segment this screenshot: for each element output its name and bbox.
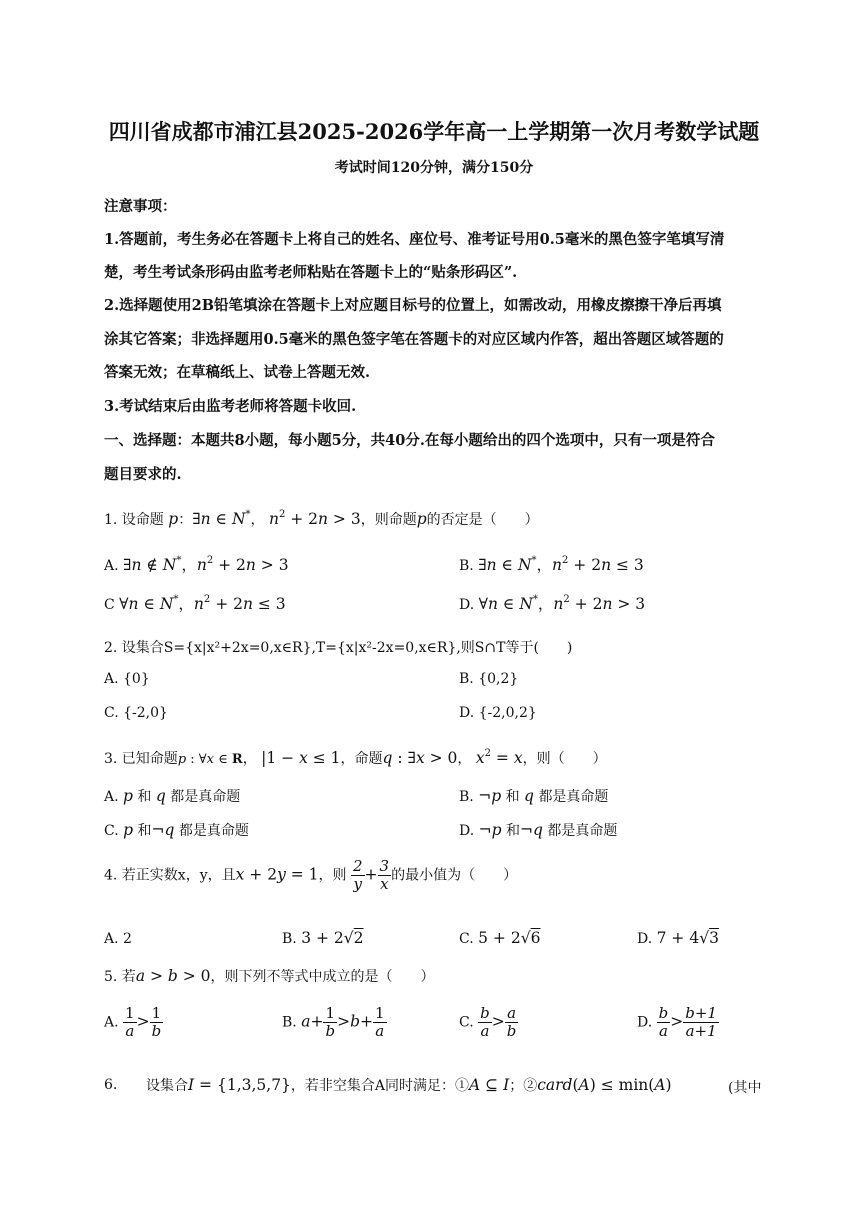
question-1-option-c[interactable]: C ∀n ∈ N*，$n^2 + 2n \le 3$: [104, 594, 286, 613]
question-6-tail: (其中: [728, 1080, 762, 1096]
question-2-option-d[interactable]: D. {-2,0,2}: [459, 705, 537, 721]
note-1-line-2: 楚，考生考试条形码由监考老师粘贴在答题卡上的“贴条形码区”.: [104, 264, 518, 281]
note-2-line-1: 2.选择题使用2B铅笔填涂在答题卡上对应题目标号的位置上，如需改动，用橡皮擦擦干净后再填: [104, 297, 722, 314]
question-5-option-c[interactable]: C. $\frac{b}{a}$ > $\frac{a}{b}$: [459, 1004, 517, 1040]
question-2-option-b[interactable]: B. {0,2}: [459, 671, 519, 687]
question-5-stem: 5. 若a > b > 0，则下列不等式中成立的是（ ）: [104, 967, 435, 985]
question-2-option-a[interactable]: A. {0}: [104, 671, 150, 687]
question-2-stem: 2. 设集合S={x|x²+2x=0,x∈R},T={x|x²-2x=0,x∈R},则S∩T等于( ): [104, 640, 573, 656]
question-3-option-d[interactable]: D. ¬p 和¬q 都是真命题: [459, 821, 618, 839]
question-6-number: 6.: [104, 1077, 118, 1093]
note-2-line-3: 答案无效；在草稿纸上、试卷上答题无效.: [104, 364, 371, 381]
note-1-line-1: 1.答题前，考生务必在答题卡上将自己的姓名、座位号、准考证号用0.5毫米的黑色签字笔填写清: [104, 231, 725, 248]
page-title: 四川省成都市浦江县2025-2026学年高一上学期第一次月考数学试题: [108, 119, 760, 144]
question-1-option-d[interactable]: D. ∀n ∈ N*，$n^2 + 2n > 3$: [459, 594, 646, 613]
question-5-option-b[interactable]: B. a+ $\frac{1}{b}$ >b+ $\frac{1}{a}$: [282, 1004, 385, 1040]
question-5-option-d[interactable]: D. $\frac{b}{a}$ > $\frac{b+1}{a+1}$: [637, 1004, 717, 1040]
question-3-option-a[interactable]: A. p 和 q 都是真命题: [104, 787, 241, 805]
question-4-stem: 4. 若正实数x，y，且x + 2y = 1，则 $\frac{2}{y}$ + $\frac{3}{x}$ 的最小值为（ ）: [104, 857, 518, 893]
exam-time-info: 考试时间120分钟，满分150分: [334, 160, 534, 176]
note-2-line-2: 涂其它答案；非选择题用0.5毫米的黑色签字笔在答题卡的对应区域内作答，超出答题区域答题的: [104, 331, 724, 348]
question-5-option-a[interactable]: A. $\frac{1}{a}$ > $\frac{1}{b}$: [104, 1004, 162, 1040]
question-4-option-a[interactable]: A. 2: [104, 931, 132, 947]
question-1-stem: 1. 设命题 p：∃n ∈ N*， $n^2 + 2n > 3$，则命题p的否定是（ ）: [104, 509, 539, 528]
question-2-option-c[interactable]: C. {-2,0}: [104, 705, 168, 721]
question-4-option-c[interactable]: C. 5 + 2√6: [459, 929, 541, 947]
section-1-heading-line-1: 一、选择题：本题共8小题，每小题5分，共40分.在每小题给出的四个选项中，只有一项是符合: [104, 432, 715, 449]
question-3-stem: 3. 已知命题p : ∀x ∈ R， |1 − x ≤ 1，命题q : ∃x > 0， $x^2 = x$，则（ ）: [104, 748, 607, 767]
question-6-stem: 设集合I = {1,3,5,7}，若非空集合A同时满足：①A ⊆ I；②card(A) ≤ min(A): [146, 1076, 672, 1094]
question-4-option-d[interactable]: D. 7 + 4√3: [637, 929, 719, 947]
question-3-option-b[interactable]: B. ¬p 和 q 都是真命题: [459, 787, 609, 805]
question-1-option-a[interactable]: A. ∃n ∉ N*，$n^2 + 2n > 3$: [104, 555, 289, 574]
question-4-option-b[interactable]: B. 3 + 2√2: [282, 929, 364, 947]
section-1-heading-line-2: 题目要求的.: [104, 466, 182, 483]
notes-heading: 注意事项：: [104, 198, 177, 215]
note-3: 3.考试结束后由监考老师将答题卡收回.: [104, 398, 357, 415]
question-3-option-c[interactable]: C. p 和¬q 都是真命题: [104, 821, 249, 839]
question-1-option-b[interactable]: B. ∃n ∈ N*，$n^2 + 2n \le 3$: [459, 555, 644, 574]
